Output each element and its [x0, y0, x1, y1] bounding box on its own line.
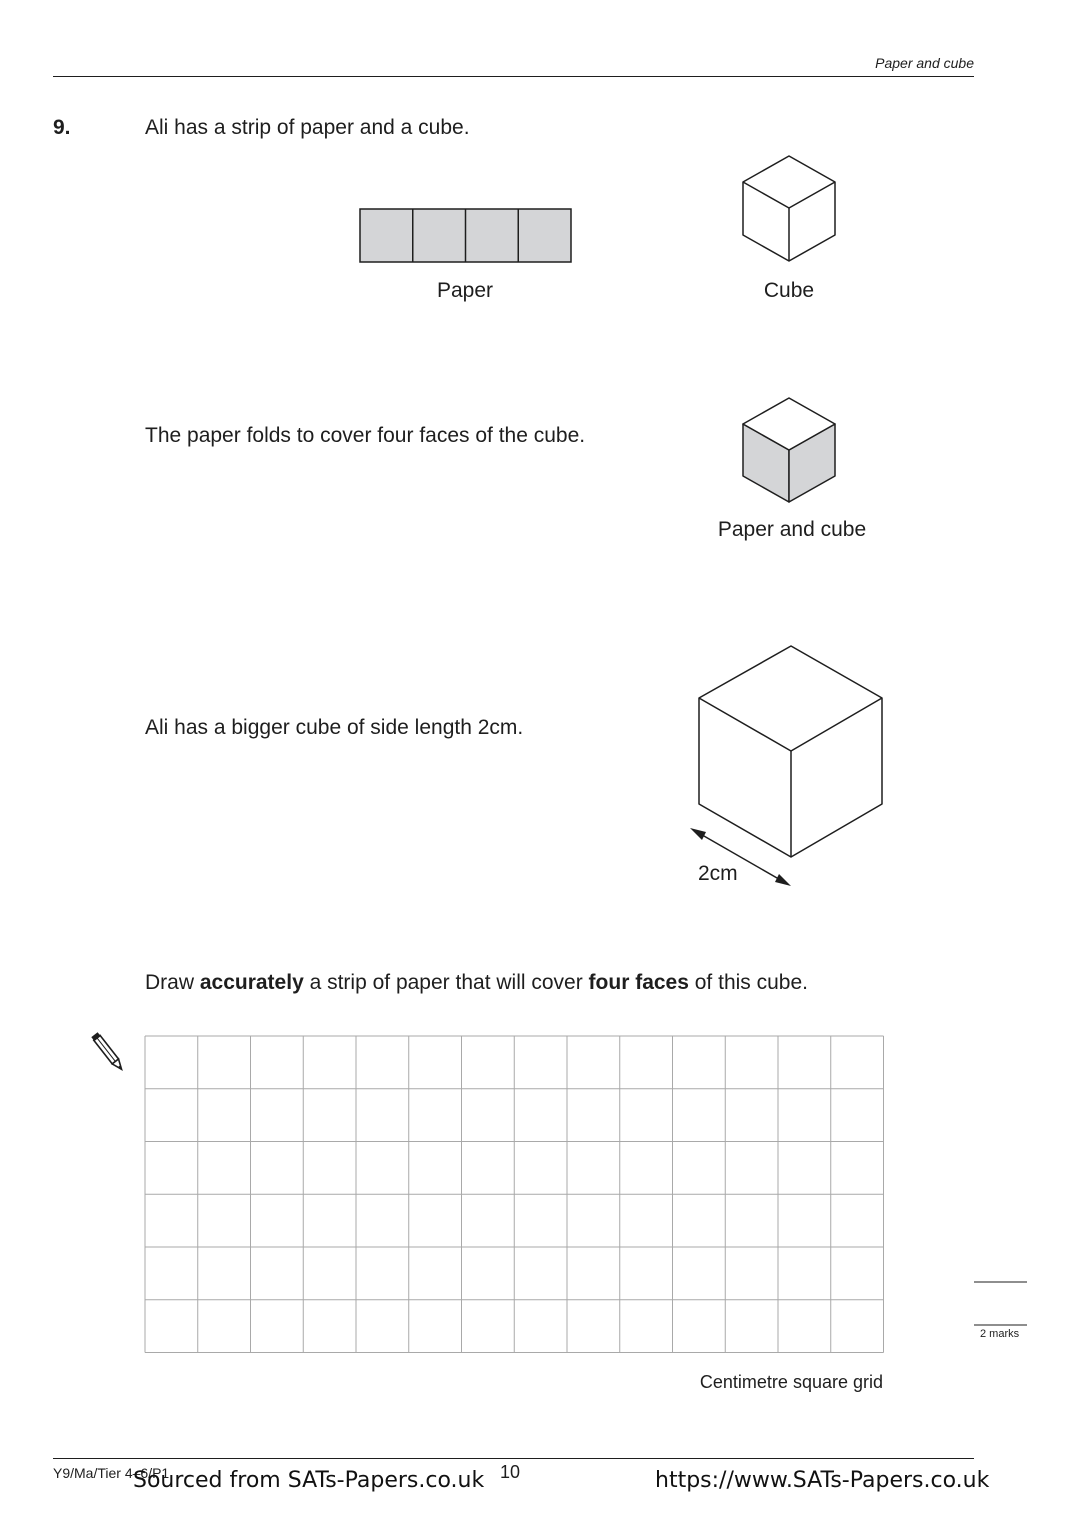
paper-and-cube-label: Paper and cube [717, 518, 867, 541]
big-cube [699, 646, 882, 857]
fold-text: The paper folds to cover four faces of the cube. [145, 424, 586, 447]
instruction-text: a strip of paper that will cover [303, 971, 589, 994]
source-link[interactable]: https://www.SATs-Papers.co.uk [655, 1468, 990, 1493]
paper-label: Paper [436, 279, 494, 302]
section-title: Paper and cube [875, 55, 974, 71]
dimension-label: 2cm [698, 862, 738, 885]
bigger-cube-text: Ali has a bigger cube of side length 2cm. [145, 716, 524, 739]
marks-label: 2 marks [980, 1328, 1020, 1340]
source-credit: Sourced from SATs-Papers.co.uk [133, 1468, 485, 1493]
instruction-text: Draw [145, 971, 200, 994]
paper-and-cube-figure [743, 398, 835, 502]
paper-strip [360, 209, 571, 262]
paper-code: Y9/Ma/Tier 4–6/P1 [53, 1465, 170, 1481]
instruction-text: of this cube. [688, 971, 808, 994]
grid-caption: Centimetre square grid [699, 1372, 883, 1392]
instruction-emphasis: accurately [199, 971, 304, 994]
page-number: 10 [500, 1462, 521, 1482]
cube-label: Cube [763, 279, 815, 302]
instruction-emphasis: four faces [588, 971, 689, 994]
question-number: 9. [53, 116, 71, 139]
draw-instruction [145, 971, 808, 995]
answer-grid[interactable] [145, 1036, 884, 1353]
question-intro: Ali has a strip of paper and a cube. [145, 116, 470, 139]
small-cube [743, 156, 835, 261]
pencil-icon [91, 1032, 124, 1072]
footer-rule [53, 1458, 974, 1459]
